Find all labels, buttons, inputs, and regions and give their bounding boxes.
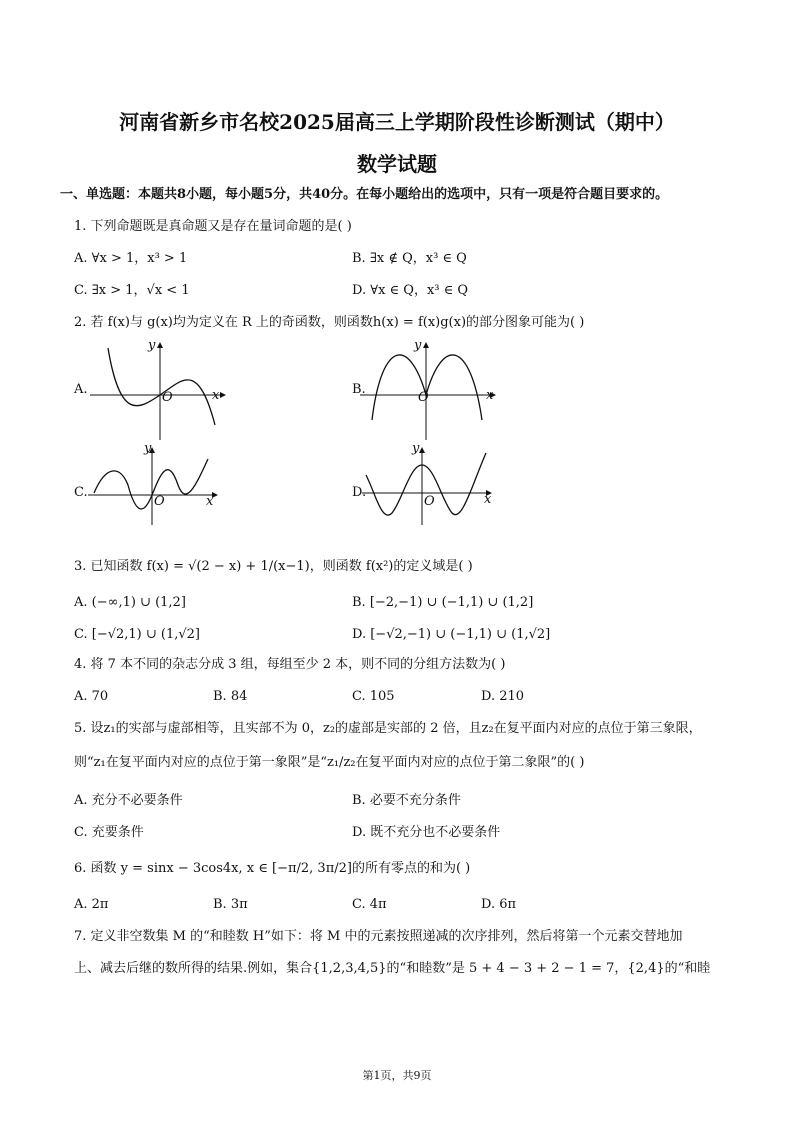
q2-d-y-label: y [412, 441, 420, 456]
page-footer: 第1页，共9页 [362, 1069, 432, 1082]
section-heading: 一、单选题：本题共8小题，每小题5分，共40分。在每小题给出的选项中，只有一项是符合题目要求的。 [60, 187, 669, 202]
q2-option-d-label: D. [352, 485, 367, 500]
exam-subtitle: 数学试题 [357, 152, 437, 176]
q6-option-d: D. 6π [481, 897, 517, 912]
q4-option-b: B. 84 [213, 689, 248, 704]
q2-graph-d [362, 445, 502, 525]
q2-option-a-label: A. [74, 382, 88, 397]
q2-a-y-label: y [148, 338, 156, 353]
q4-option-c: C. 105 [352, 689, 395, 704]
q6-stem: 6. 函数 y = sinx − 3cos4x, x ∈ [−π/2, 3π/2]的所有零点的和为( ) [74, 861, 471, 876]
q2-option-b-label: B. [352, 382, 366, 397]
q2-graph-c [88, 445, 228, 525]
q4-option-a: A. 70 [74, 689, 109, 704]
q3-option-c: C. [−√2,1) ∪ (1,√2] [74, 627, 201, 642]
q1-stem: 1. 下列命题既是真命题又是存在量词命题的是( ) [74, 219, 352, 234]
q6-option-a: A. 2π [74, 897, 109, 912]
q2-b-y-label: y [414, 338, 422, 353]
q1-option-a: A. ∀x > 1，x³ > 1 [74, 251, 188, 266]
q7-stem-line1: 7. 定义非空数集 M 的“和睦数 H”如下：将 M 中的元素按照递减的次序排列，然后将第一个元素交替地加 [74, 929, 683, 944]
q2-b-x-label: x [486, 388, 494, 403]
q2-a-x-label: x [212, 388, 220, 403]
q5-stem-line2: 则“z₁在复平面内对应的点位于第一象限”是“z₁/z₂在复平面内对应的点位于第二象限”的( ) [74, 755, 585, 770]
exam-title: 河南省新乡市名校2025届高三上学期阶段性诊断测试（期中） [119, 110, 675, 134]
q6-option-c: C. 4π [352, 897, 387, 912]
q1-option-b: B. ∃x ∉ Q，x³ ∈ Q [352, 251, 467, 266]
q5-option-b: B. 必要不充分条件 [352, 793, 461, 808]
q2-graph-a [90, 340, 230, 440]
q5-option-d: D. 既不充分也不必要条件 [352, 825, 501, 840]
q3-option-a: A. (−∞,1) ∪ (1,2] [74, 595, 186, 610]
q3-option-d: D. [−√2,−1) ∪ (−1,1) ∪ (1,√2] [352, 627, 551, 642]
q5-option-a: A. 充分不必要条件 [74, 793, 183, 808]
q1-option-c: C. ∃x > 1，√x < 1 [74, 283, 190, 298]
q2-c-origin-label: O [154, 494, 165, 509]
q2-c-x-label: x [206, 494, 214, 509]
q2-option-c-label: C. [74, 485, 88, 500]
q1-option-d: D. ∀x ∈ Q，x³ ∈ Q [352, 283, 469, 298]
q7-stem-line2: 上、减去后继的数所得的结果.例如，集合{1,2,3,4,5}的“和睦数”是 5 + 4 − 3 + 2 − 1 = 7，{2,4}的“和睦 [74, 961, 711, 976]
q2-a-origin-label: O [162, 390, 173, 405]
q2-d-origin-label: O [424, 494, 435, 509]
q4-option-d: D. 210 [481, 689, 525, 704]
q2-stem: 2. 若 f(x)与 g(x)均为定义在 R 上的奇函数，则函数h(x) = f(x)g(x)的部分图象可能为( ) [74, 315, 585, 330]
q2-b-origin-label: O [418, 390, 429, 405]
q3-stem: 3. 已知函数 f(x) = √(2 − x) + 1/(x−1)，则函数 f(x²)的定义域是( ) [74, 559, 473, 574]
q2-d-x-label: x [484, 492, 492, 507]
q5-option-c: C. 充要条件 [74, 825, 144, 840]
q5-stem-line1: 5. 设z₁的实部与虚部相等，且实部不为 0，z₂的虚部是实部的 2 倍，且z₂在复平面内对应的点位于第三象限， [74, 721, 702, 736]
q6-option-b: B. 3π [213, 897, 248, 912]
q3-option-b: B. [−2,−1) ∪ (−1,1) ∪ (1,2] [352, 595, 534, 610]
q4-stem: 4. 将 7 本不同的杂志分成 3 组，每组至少 2 本，则不同的分组方法数为( ) [74, 657, 506, 672]
q2-c-y-label: y [144, 441, 152, 456]
q2-graph-b [360, 340, 500, 440]
